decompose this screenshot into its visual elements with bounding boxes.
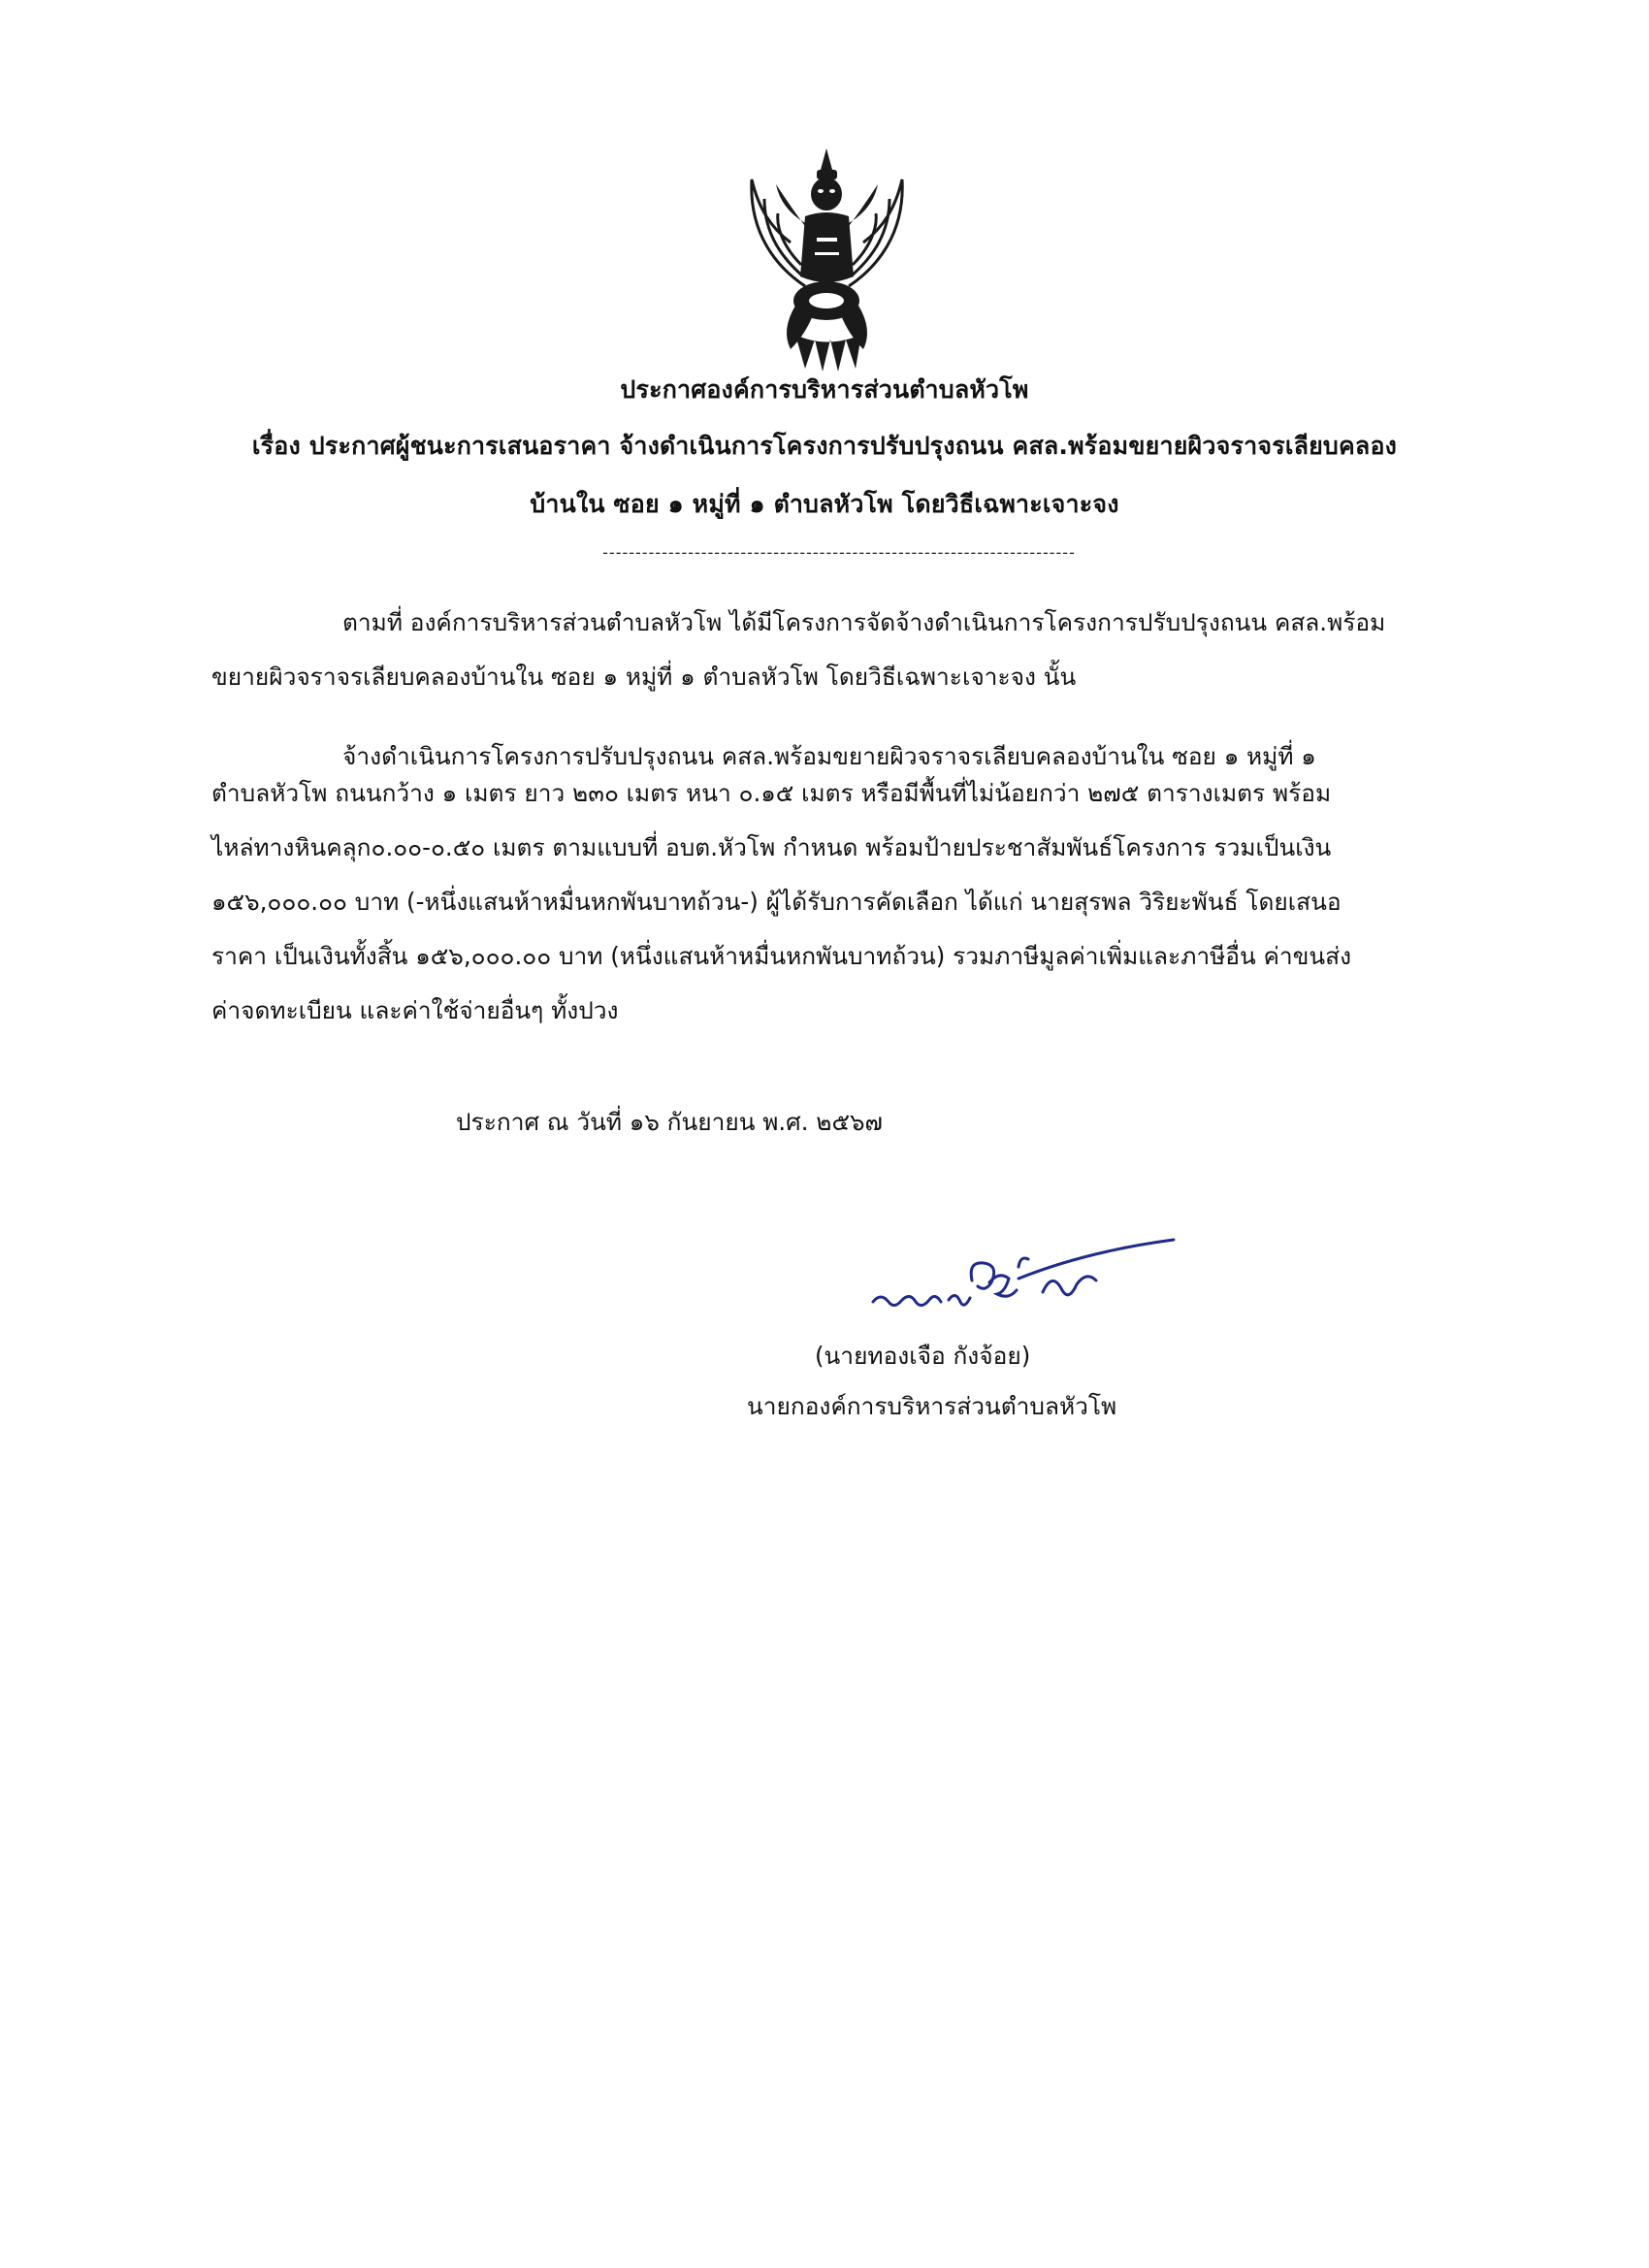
subject-line-2: บ้านใน ซอย ๑ หมู่ที่ ๑ ตำบลหัวโพ โดยวิธีเฉพาะเจาะจง — [530, 490, 1119, 518]
signatory-name: (นายทองเจือ กังจ้อย) — [815, 1342, 1031, 1370]
body-line: ขยายผิวจราจรเลียบคลองบ้านใน ซอย ๑ หมู่ที่ ๑ ตำบลหัวโพ โดยวิธีเฉพาะเจาะจง นั้น — [211, 663, 1077, 691]
body-line: จ้างดำเนินการโครงการปรับปรุงถนน คสล.พร้อมขยายผิวจราจรเลียบคลองบ้านใน ซอย ๑ หมู่ที่ ๑ — [342, 742, 1316, 770]
body-line: ๑๕๖,๐๐๐.๐๐ บาท (-หนึ่งแสนห้าหมื่นหกพันบาทถ้วน-) ผู้ได้รับการคัดเลือก ได้แก่ นายสุรพล วิริยะพันธ์ โดยเสนอ — [211, 888, 1342, 916]
separator-line: ------------------------------------------------------------------------ — [602, 543, 1076, 562]
announcement-date: ประกาศ ณ วันที่ ๑๖ กันยายน พ.ศ. ๒๕๖๗ — [456, 1108, 883, 1136]
body-line: ไหล่ทางหินคลุก๐.๐๐-๐.๕๐ เมตร ตามแบบที่ อบต.หัวโพ กำหนด พร้อมป้ายประชาสัมพันธ์โครงการ รวมเป็นเงิน — [211, 833, 1332, 861]
body-line: ราคา เป็นเงินทั้งสิ้น ๑๕๖,๐๐๐.๐๐ บาท (หนึ่งแสนห้าหมื่นหกพันบาทถ้วน) รวมภาษีมูลค่าเพิ่มและภาษีอื่น ค่าขนส่ง — [211, 942, 1352, 970]
body-line: ค่าจดทะเบียน และค่าใช้จ่ายอื่นๆ ทั้งปวง — [211, 996, 619, 1024]
signatory-position: นายกองค์การบริหารส่วนตำบลหัวโพ — [747, 1392, 1117, 1420]
body-line: ตำบลหัวโพ ถนนกว้าง ๑ เมตร ยาว ๒๓๐ เมตร หนา ๐.๑๕ เมตร หรือมีพื้นที่ไม่น้อยกว่า ๒๗๕ ตารางเมตร พร้อม — [211, 779, 1332, 807]
garuda-emblem-icon — [737, 141, 917, 373]
body-line: ตามที่ องค์การบริหารส่วนตำบลหัวโพ ได้มีโครงการจัดจ้างดำเนินการโครงการปรับปรุงถนน คสล.พร้อม — [342, 608, 1386, 636]
subject-line-1: เรื่อง ประกาศผู้ชนะการเสนอราคา จ้างดำเนินการโครงการปรับปรุงถนน คสล.พร้อมขยายผิวจราจรเลียบคลอง — [251, 432, 1398, 460]
handwritten-signature — [863, 1232, 1183, 1339]
announcement-title: ประกาศองค์การบริหารส่วนตำบลหัวโพ — [620, 375, 1029, 404]
